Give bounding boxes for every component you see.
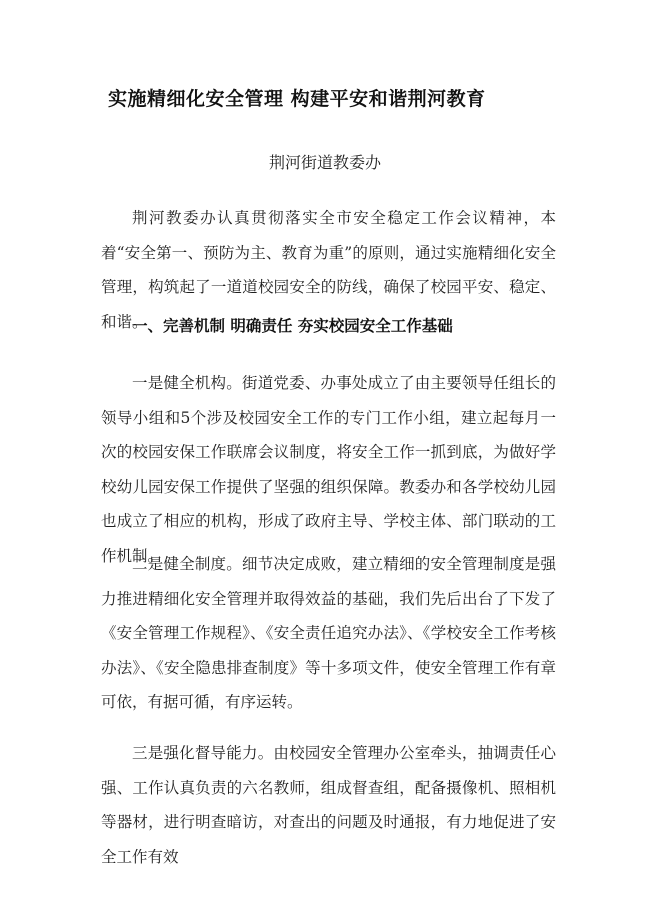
section-heading: 一、完善机制 明确责任 夯实校园安全工作基础: [132, 317, 453, 335]
paragraph-organization: 一是健全机构。街道党委、办事处成立了由主要领导任组长的领导小组和5个涉及校园安全工作的专门工作小组，建立起每月一次的校园安保工作联席会议制度，将安全工作一抓到底，为做好学校幼儿园安保工作提供了坚强的组织保障。教委办和各学校幼儿园也成立了相应的机构，形成了政府主导、学校主体、部门联动的工作机制。: [101, 374, 556, 565]
paragraph-block: [101, 366, 556, 573]
paragraph-system: 二是健全制度。细节决定成败，建立精细的安全管理制度是强力推进精细化安全管理并取得效益的基础，我们先后出台了下发了《安全管理工作规程》、《安全责任追究办法》、《学校安全工作考核办法》、《安全隐患排查制度》等十多项文件，使安全管理工作有章可依，有据可循，有序运转。: [101, 555, 556, 711]
paragraph-supervision: 三是强化督导能力。由校园安全管理办公室牵头，抽调责任心强、工作认真负责的六名教师，组成督查组，配备摄像机、照相机等器材，进行明查暗访，对查出的问题及时通报，有力地促进了安全工作有效: [101, 744, 556, 866]
paragraph-block: [101, 547, 556, 720]
document-title: 实施精细化安全管理 构建平安和谐荆河教育: [108, 88, 486, 110]
document-author: 荆河街道教委办: [268, 153, 381, 172]
paragraph-block: [101, 736, 556, 874]
intro-paragraph: 荆河教委办认真贯彻落实全市安全稳定工作会议精神，本着“安全第一、预防为主、教育为重”的原则，通过实施精细化安全管理，构筑起了一道道校园安全的防线，确保了校园平安、稳定、和谐。: [101, 209, 556, 331]
